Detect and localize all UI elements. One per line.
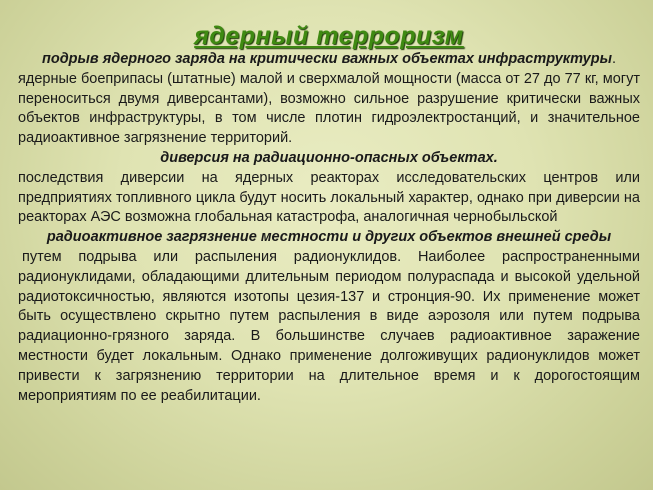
slide-title: ядерный терроризм — [194, 22, 464, 50]
section-1-heading — [18, 50, 640, 70]
section-1-text: ядерные боеприпасы (штатные) малой и сверхмалой мощности (масса от 27 до 77 кг, могут переноситься двумя диверсантами), возможно сильное разрушение критически важных объектов инфраструктуры, в том числе плотин гидроэлектростанций, и значительное радиоактивное загрязнение территорий. — [18, 70, 640, 147]
section-1-heading-text: подрыв ядерного заряда на критически важных объектах инфраструктуры — [41, 51, 612, 67]
section-1-heading-dot: . — [611, 51, 617, 67]
section-2-text: последствия диверсии на ядерных реакторах исследовательских центров или предприятиях топливного цикла будут носить локальный характер, однако при диверсии на реакторах АЭС возможна глобальная катастрофа, аналогичная чернобыльской — [18, 169, 640, 226]
section-2-heading: диверсия на радиационно-опасных объектах. — [160, 149, 498, 166]
section-3-heading: радиоактивное загрязнение местности и других объектов внешней среды — [46, 229, 612, 246]
section-3-text: путем подрыва или распыления радионуклидов. Наиболее распространенными радионуклидами, обладающими длительным периодом полураспада и высокой удельной радиотоксичностью, являются изотопы цезия-137 и стронция-90. Их применение может быть осуществлено скрытно путем распыления в виде аэрозоля или путем подрыва радиационно-грязного заряда. В большинстве случаев радиоактивное заражение местности будет локальным. Однако применение долгоживущих радионуклидов может привести к загрязнению территории на длительное время и к дорогостоящим мероприятиям по ее реабилитации. — [18, 248, 640, 404]
slide-content — [18, 22, 640, 486]
